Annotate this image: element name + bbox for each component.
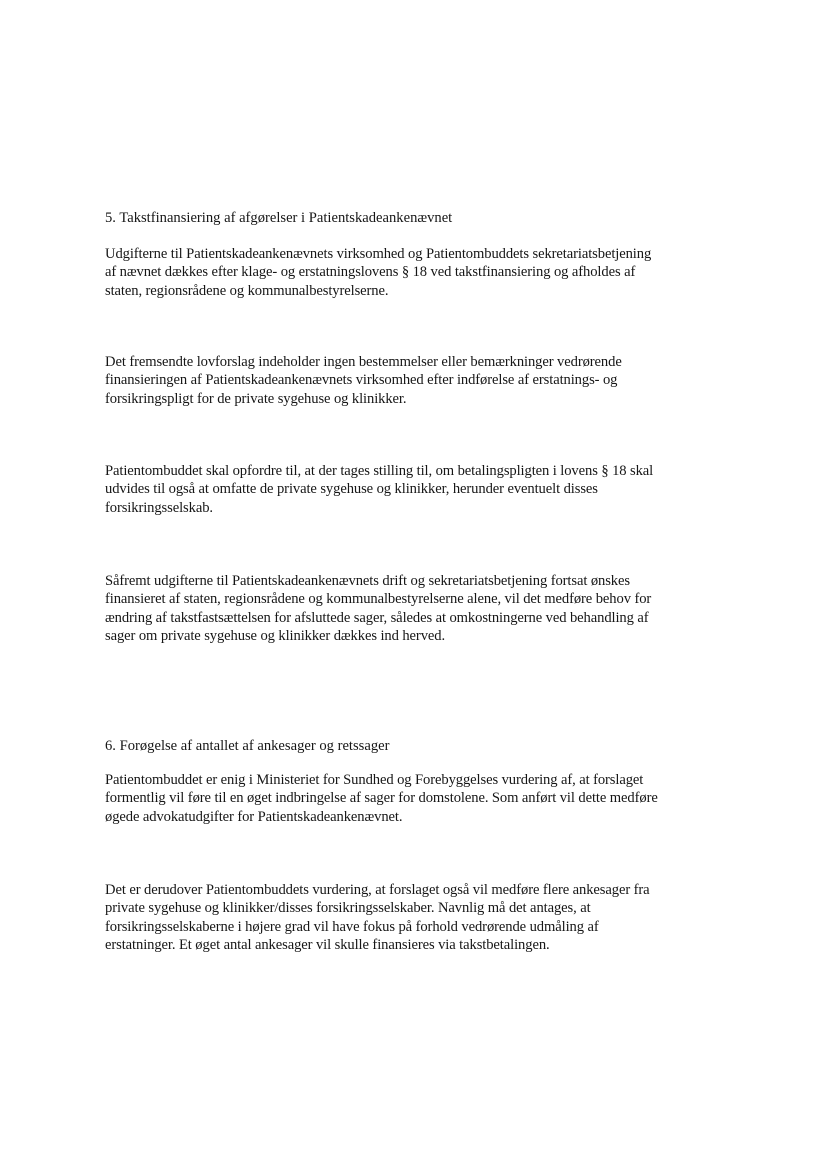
section-6-paragraph-1: [105, 771, 715, 826]
text-line: Patientombuddet er enig i Ministeriet for Sundhed og Forebyggelses vurdering af, at forslaget: [105, 772, 644, 788]
text-line: finansieringen af Patientskadeankenævnets virksomhed efter indførelse af erstatnings- og: [105, 372, 618, 389]
text-line: forsikringsselskaberne i højere grad vil have fokus på forhold vedrørende udmåling af: [105, 918, 599, 935]
text-line: sager om private sygehuse og klinikker dækkes ind herved.: [105, 628, 446, 645]
text-line: forsikringspligt for de private sygehuse og klinikker.: [105, 390, 407, 407]
text-line: Patientombuddet skal opfordre til, at der tages stilling til, om betalingspligten i lovens § 18 skal: [105, 463, 654, 479]
text-line: formentlig vil føre til en øget indbringelse af sager for domstolene. Som anført vil dette medføre: [105, 790, 658, 807]
text-line: udvides til også at omfatte de private sygehuse og klinikker, herunder eventuelt disses: [105, 481, 598, 498]
text-line: Såfremt udgifterne til Patientskadeankenævnets drift og sekretariatsbetjening fortsat ønskes: [105, 573, 630, 589]
section-5-paragraph-3: [105, 462, 715, 517]
section-5-paragraph-2: [105, 353, 715, 408]
text-line: Det fremsendte lovforslag indeholder ingen bestemmelser eller bemærkninger vedrørende: [105, 354, 622, 370]
text-line: staten, regionsrådene og kommunalbestyrelserne.: [105, 282, 389, 299]
text-line: af nævnet dækkes efter klage- og erstatningslovens § 18 ved takstfinansiering og afholdes af: [105, 264, 636, 281]
text-line: finansieret af staten, regionsrådene og kommunalbestyrelserne alene, vil det medføre behov for: [105, 591, 652, 608]
section-5-paragraph-1: [105, 245, 715, 300]
section-5-paragraph-4: [105, 572, 715, 646]
section-6-heading: 6. Forøgelse af antallet af ankesager og retssager: [105, 738, 390, 754]
text-line: erstatninger. Et øget antal ankesager vil skulle finansieres via takstbetalingen.: [105, 937, 550, 954]
text-line: private sygehuse og klinikker/disses forsikringsselskaber. Navnlig må det antages, at: [105, 900, 591, 917]
text-line: forsikringsselskab.: [105, 499, 213, 516]
section-6-paragraph-2: [105, 881, 715, 955]
text-line: øgede advokatudgifter for Patientskadeankenævnet.: [105, 808, 403, 825]
section-5-heading: 5. Takstfinansiering af afgørelser i Patientskadeankenævnet: [105, 210, 453, 226]
text-line: Det er derudover Patientombuddets vurdering, at forslaget også vil medføre flere ankesager fra: [105, 882, 650, 898]
text-line: Udgifterne til Patientskadeankenævnets virksomhed og Patientombuddets sekretariatsbetjening: [105, 246, 652, 262]
text-line: ændring af takstfastsættelsen for afsluttede sager, således at omkostningerne ved behandling af: [105, 609, 649, 626]
